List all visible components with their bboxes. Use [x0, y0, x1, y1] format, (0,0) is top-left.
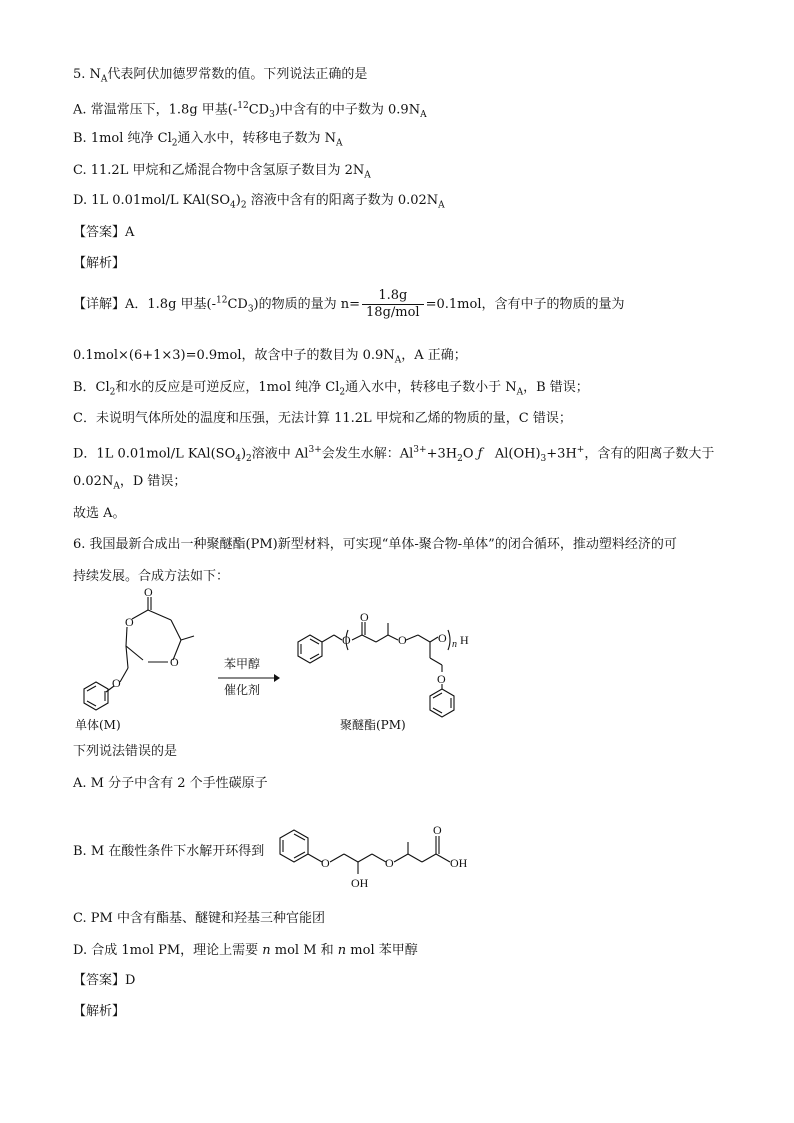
ring-oxygen-ester: O: [125, 615, 134, 629]
q5-answer: 【答案】A: [73, 225, 135, 240]
pm-ether-oxygen: O: [398, 633, 407, 647]
q5-option-a: A. 常温常压下，1.8g 甲基$(-^{12}CD_3)$中含有的中子数为 $0.9N_A$: [73, 101, 427, 120]
q6-analysis-heading: 【解析】: [73, 1004, 126, 1019]
monomer-label: 单体(M): [75, 718, 121, 732]
q5-detail-line1: 【详解】A．1.8g 甲基$(-^{12}CD_3)$的物质的量为 n= $\frac{1.8g}{\text{18g/mol}}$ =0.1mol，含有中子的物质的量为: [73, 288, 625, 320]
phenoxy-oxygen: O: [112, 676, 121, 690]
q6-question: 下列说法错误的是: [73, 744, 178, 759]
q5-analysis-heading: 【解析】: [73, 256, 126, 271]
q6-answer: 【答案】D: [73, 973, 136, 988]
q5-option-c: C. 11.2L 甲烷和乙烯混合物中含氢原子数目为 $2N_A$: [73, 163, 371, 181]
ring-oxygen-ether: O: [170, 655, 179, 669]
pm-repeat-n: n: [452, 639, 457, 650]
pm-ester-oxygen: O: [342, 633, 351, 647]
pm-terminal-oxygen: O: [438, 631, 447, 645]
q6-option-c: C. PM 中含有酯基、醚键和羟基三种官能团: [73, 911, 325, 926]
q5-option-b: B. 1mol 纯净 $Cl_2$通入水中，转移电子数为 $N_A$: [73, 131, 343, 149]
polymer-label: 聚醚酯(PM): [340, 718, 406, 732]
q6-stem-line2: 持续发展。合成方法如下：: [73, 569, 230, 584]
monomer-m-structure: [68, 585, 208, 720]
q5-conclusion: 故选 A。: [73, 506, 126, 521]
q5-detail-line6: $0.02N_A$，D 错误；: [73, 474, 187, 492]
pm-carbonyl-oxygen: O: [360, 610, 369, 624]
hydrolysis-product-structure: [270, 818, 500, 898]
q5-detail-line2: 0.1mol×(6+1×3)=0.9mol，故含中子的数目为 $0.9N_A$，A 正确；: [73, 348, 467, 366]
product-carbonyl-oxygen: O: [433, 823, 442, 837]
q6-option-b: B. M 在酸性条件下水解开环得到: [73, 844, 265, 859]
q6-stem-line1: 6. 我国最新合成出一种聚醚酯(PM)新型材料，可实现“单体-聚合物-单体”的闭合循环，推动塑料经济的可: [73, 537, 677, 552]
arrow-reagent: 苯甲醇: [224, 657, 261, 671]
q5-detail-line4: C．未说明气体所处的温度和压强，无法计算 11.2L 甲烷和乙烯的物质的量，C 错误；: [73, 411, 572, 426]
pm-terminal-h: H: [460, 633, 469, 647]
q5-detail-line5: D．1L 0.01mol/L $KAl(SO_4)_2$溶液中 $Al^{3+}$会发生水解：$Al^{3+}+3H_2O$ ƒ $Al(OH)_3+3H^+$，含有的阳离子数大于: [73, 445, 715, 464]
product-ether-oxygen-2: O: [385, 856, 394, 870]
q5-detail-line3: B．$Cl_2$和水的反应是可逆反应，1mol 纯净 $Cl_2$通入水中，转移电子数小于 $N_A$，B 错误；: [73, 380, 589, 398]
pm-phenoxy-oxygen: O: [437, 672, 446, 686]
product-carboxyl-oh: OH: [450, 856, 468, 870]
q6-option-a: A. M 分子中含有 2 个手性碳原子: [73, 776, 268, 791]
product-hydroxyl: OH: [351, 876, 369, 890]
q5-option-d: D. 1L 0.01mol/L $KAl(SO_4)_2$ 溶液中含有的阳离子数为 $0.02N_A$: [73, 193, 445, 211]
arrow-catalyst: 催化剂: [224, 683, 261, 697]
product-ether-oxygen-1: O: [321, 856, 330, 870]
q6-option-d: D. 合成 1mol PM，理论上需要 n mol M 和 n mol 苯甲醇: [73, 943, 418, 958]
q5-stem: 5. $N_A$代表阿伏加德罗常数的值。下列说法正确的是: [73, 67, 368, 85]
carbonyl-oxygen: O: [144, 585, 153, 599]
polymer-pm-structure: [280, 590, 500, 725]
fraction: $\frac{1.8g}{\text{18g/mol}}$: [362, 288, 424, 321]
